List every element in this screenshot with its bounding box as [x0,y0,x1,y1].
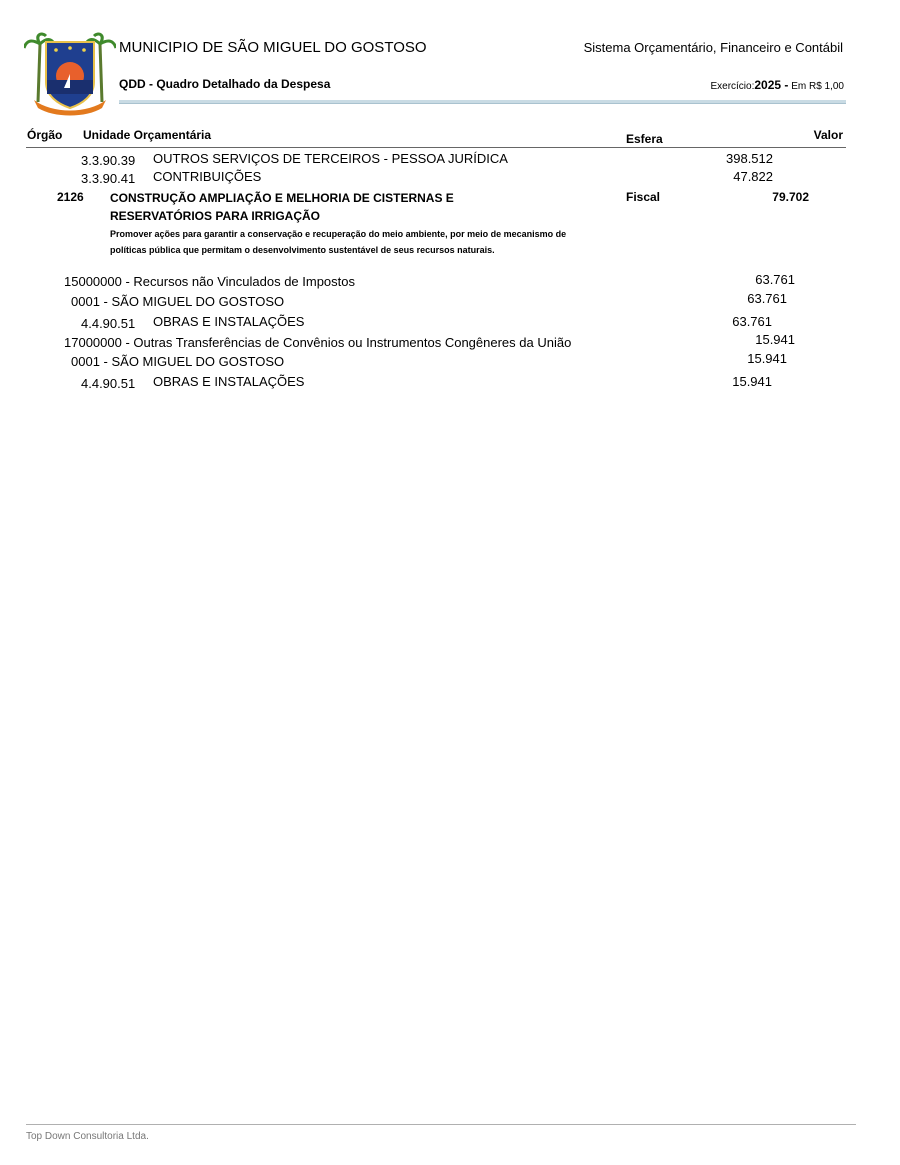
row-label: OUTROS SERVIÇOS DE TERCEIROS - PESSOA JURÍDICA [153,151,508,166]
municipal-coat-of-arms-icon [24,30,116,116]
unit-label: 0001 - SÃO MIGUEL DO GOSTOSO [71,294,285,309]
row-value: 398.512 [726,151,773,166]
report-title: QDD - Quadro Detalhado da Despesa [119,77,331,91]
action-title-line2: RESERVATÓRIOS PARA IRRIGAÇÃO [110,209,321,223]
column-orgao: Órgão [27,128,63,142]
element-value: 63.761 [732,314,772,329]
exercise-year: 2025 - [754,78,789,92]
column-unidade: Unidade Orçamentária [83,128,212,142]
unit-value: 15.941 [747,351,787,366]
row-label: CONTRIBUIÇÕES [153,169,262,184]
action-value: 79.702 [772,190,809,204]
system-name: Sistema Orçamentário, Financeiro e Contábil [583,40,843,55]
action-description: Promover ações para garantir a conservação e recuperação do meio ambiente, por meio de mecanismo de políticas pública que permitam o desenvolvimento sustentável de seus recursos naturais. [110,229,567,255]
column-divider [26,147,846,148]
footer-company: Top Down Consultoria Ltda. [26,1131,149,1142]
column-valor: Valor [813,128,843,142]
footer-divider [26,1124,856,1125]
resource-source-label: 17000000 - Outras Transferências de Convênios ou Instrumentos Congêneres da União [64,335,572,350]
action-code: 2126 [57,190,84,204]
header-divider [119,100,846,104]
row-value: 47.822 [733,169,773,184]
unit-label: 0001 - SÃO MIGUEL DO GOSTOSO [71,354,285,369]
unit-value: 63.761 [747,291,787,306]
element-code: 4.4.90.51 [81,376,136,391]
currency-label: Em R$ 1,00 [791,81,844,92]
resource-source-value: 63.761 [755,272,795,287]
element-label: OBRAS E INSTALAÇÕES [153,314,305,329]
row-code: 3.3.90.41 [81,171,136,186]
column-esfera: Esfera [626,132,663,146]
action-esfera: Fiscal [626,190,661,204]
element-value: 15.941 [732,374,772,389]
resource-source-label: 15000000 - Recursos não Vinculados de Impostos [64,274,356,289]
element-label: OBRAS E INSTALAÇÕES [153,374,305,389]
action-title-line1: CONSTRUÇÃO AMPLIAÇÃO E MELHORIA DE CISTERNAS E [110,191,454,205]
resource-source-value: 15.941 [755,332,795,347]
exercise-info [710,78,844,92]
element-code: 4.4.90.51 [81,316,136,331]
row-code: 3.3.90.39 [81,153,136,168]
municipality-name: MUNICIPIO DE SÃO MIGUEL DO GOSTOSO [119,39,427,56]
exercise-label: Exercício: [710,81,755,92]
